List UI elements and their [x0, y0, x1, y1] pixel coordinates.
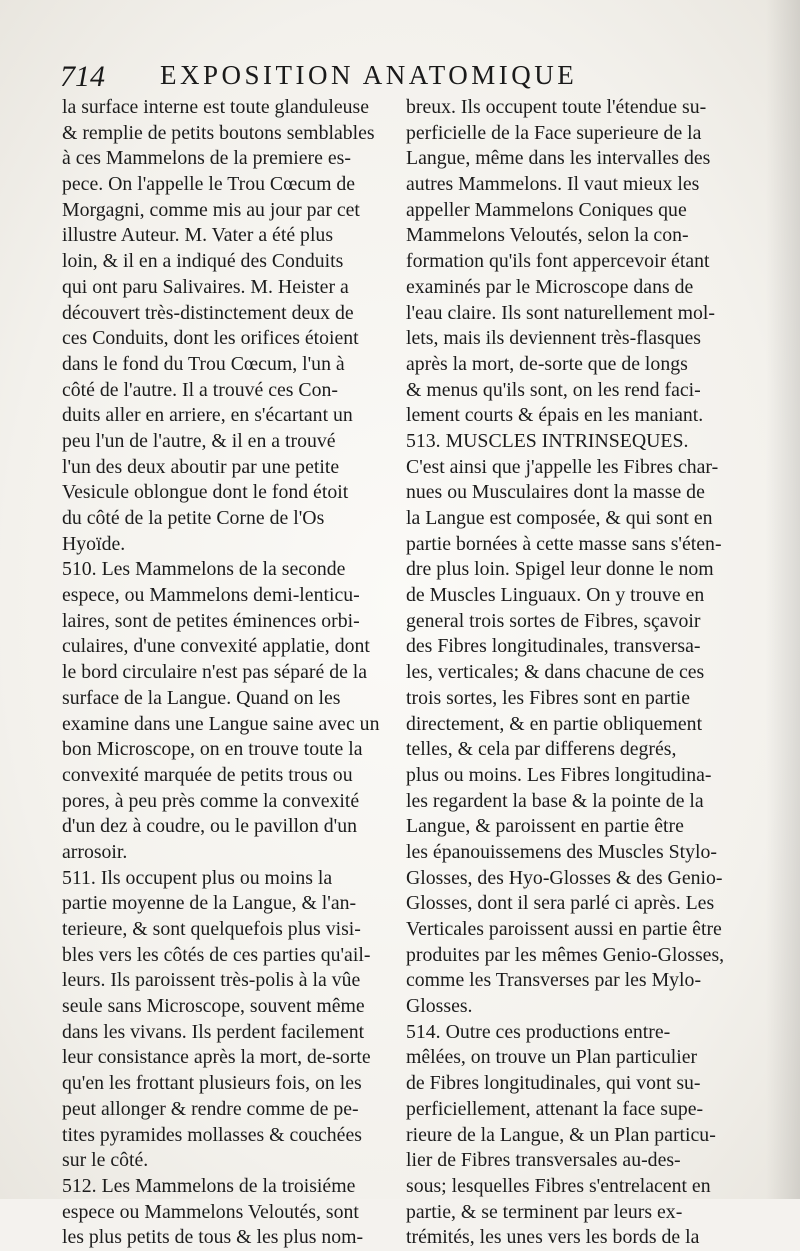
page-edge-shadow	[766, 0, 800, 1199]
text-line: trémités, les unes vers les bords de la	[406, 1226, 700, 1249]
text-line: Langue, même dans les intervalles des	[406, 147, 711, 170]
text-line: surface de la Langue. Quand on les	[62, 686, 341, 709]
text-line: après la mort, de-sorte que de longs	[406, 352, 688, 375]
text-line: appeller Mammelons Coniques que	[406, 198, 687, 221]
text-line: directement, & en partie obliquement	[406, 712, 703, 735]
text-line: Hyoïde.	[62, 532, 126, 555]
text-line: Mammelons Veloutés, selon la con-	[406, 224, 689, 247]
text-line: general trois sortes de Fibres, sçavoir	[406, 609, 701, 632]
text-line: peu l'un de l'autre, & il en a trouvé	[62, 429, 336, 452]
text-line: lement courts & épais en les maniant.	[406, 404, 704, 427]
text-line: les, verticales; & dans chacune de ces	[406, 661, 705, 684]
text-line: du côté de la petite Corne de l'Os	[62, 507, 325, 529]
text-line: ces Conduits, dont les orifices étoient	[62, 327, 359, 350]
text-line: les plus petits de tous & les plus nom-	[62, 1226, 364, 1249]
text-line: à ces Mammelons de la premiere es-	[62, 147, 351, 170]
text-line: la Langue est composée, & qui sont en	[406, 507, 713, 529]
text-line: peut allonger & rendre comme de pe-	[62, 1097, 359, 1120]
text-line: mêlées, on trouve un Plan particulier	[406, 1046, 698, 1069]
text-line: Langue, & paroissent en partie être	[406, 815, 684, 838]
text-line: loin, & il en a indiqué des Conduits	[62, 250, 344, 273]
text-line: pores, à peu près comme la convexité	[62, 789, 360, 812]
text-line: breux. Ils occupent toute l'étendue su-	[406, 96, 707, 118]
text-line: nues ou Musculaires dont la masse de	[406, 481, 705, 504]
page-number: 714	[60, 60, 105, 93]
text-line: plus ou moins. Les Fibres longitudina-	[406, 763, 712, 786]
text-line: les regardent la base & la pointe de la	[406, 789, 704, 812]
text-line: Morgagni, comme mis au jour par cet	[62, 198, 360, 221]
text-line: terieure, & sont quelquefois plus visi-	[62, 918, 361, 940]
text-line: Vesicule oblongue dont le fond étoit	[62, 481, 349, 504]
text-line: des Fibres longitudinales, transversa-	[406, 635, 701, 658]
left-text-column	[62, 95, 392, 1251]
text-line: pece. On l'appelle le Trou Cœcum de	[62, 173, 356, 196]
text-line: telles, & cela par differens degrés,	[406, 738, 677, 761]
text-line: la surface interne est toute glanduleuse	[62, 96, 370, 118]
text-line: dans les vivans. Ils perdent facilement	[62, 1020, 365, 1043]
text-line: tites pyramides mollasses & couchées	[62, 1123, 362, 1146]
text-line: leur consistance après la mort, de-sorte	[62, 1046, 371, 1069]
text-line: 512. Les Mammelons de la troisiéme	[62, 1174, 356, 1197]
text-line: sur le côté.	[62, 1149, 149, 1172]
text-line: 510. Les Mammelons de la seconde	[62, 558, 346, 581]
text-line: culaires, d'une convexité applatie, dont	[62, 635, 370, 658]
text-line: trois sortes, les Fibres sont en partie	[406, 686, 691, 709]
text-line: Glosses, des Hyo-Glosses & des Genio-	[406, 866, 723, 889]
text-line: produites par les mêmes Genio-Glosses,	[406, 943, 725, 966]
text-line: bles vers les côtés de ces parties qu'ail-	[62, 943, 371, 966]
text-line: l'eau claire. Ils sont naturellement mol-	[406, 301, 715, 324]
text-line: rieure de la Langue, & un Plan particu-	[406, 1123, 716, 1146]
text-line: examinés par le Microscope dans de	[406, 275, 694, 298]
text-line: lets, mais ils deviennent très-flasques	[406, 327, 701, 350]
text-line: bon Microscope, on en trouve toute la	[62, 738, 363, 761]
text-line: découvert très-distinctement deux de	[62, 301, 354, 324]
text-line: sous; lesquelles Fibres s'entrelacent en	[406, 1174, 711, 1197]
text-line: seule sans Microscope, souvent même	[62, 995, 365, 1018]
text-line: convexité marquée de petits trous ou	[62, 763, 353, 786]
text-line: & remplie de petits boutons semblables	[62, 121, 375, 144]
text-line: qu'en les frottant plusieurs fois, on les	[62, 1072, 362, 1095]
page-header	[60, 60, 740, 100]
text-line: l'un des deux aboutir par une petite	[62, 455, 340, 478]
text-line: perficiellement, attenant la face supe-	[406, 1097, 704, 1120]
text-line: Glosses.	[406, 995, 473, 1018]
text-line: qui ont paru Salivaires. M. Heister a	[62, 275, 349, 298]
text-line: lier de Fibres transversales au-des-	[406, 1149, 681, 1172]
text-line: perficielle de la Face superieure de la	[406, 121, 702, 144]
text-line: & menus qu'ils sont, on les rend faci-	[406, 378, 701, 401]
text-line: duits aller en arriere, en s'écartant un	[62, 404, 353, 427]
running-head: EXPOSITION ANATOMIQUE	[160, 60, 578, 90]
text-line: côté de l'autre. Il a trouvé ces Con-	[62, 378, 338, 401]
text-line: espece ou Mammelons Veloutés, sont	[62, 1200, 359, 1223]
text-line: partie moyenne de la Langue, & l'an-	[62, 892, 357, 915]
text-line: laires, sont de petites éminences orbi-	[62, 609, 360, 632]
text-line: 511. Ils occupent plus ou moins la	[62, 866, 333, 889]
right-text-column	[406, 95, 736, 1251]
text-line: partie bornées à cette masse sans s'éten-	[406, 532, 722, 555]
text-line: comme les Transverses par les Mylo-	[406, 969, 702, 992]
text-line: d'un dez à coudre, ou le pavillon d'un	[62, 815, 357, 838]
text-line: les épanouissemens des Muscles Stylo-	[406, 840, 717, 863]
text-line: de Fibres longitudinales, qui vont su-	[406, 1072, 701, 1095]
text-line: arrosoir.	[62, 840, 128, 863]
text-line: dre plus loin. Spigel leur donne le nom	[406, 558, 714, 581]
text-line: C'est ainsi que j'appelle les Fibres char-	[406, 455, 719, 478]
text-line: 514. Outre ces productions entre-	[406, 1020, 671, 1043]
text-line: dans le fond du Trou Cœcum, l'un à	[62, 352, 345, 375]
text-line: autres Mammelons. Il vaut mieux les	[406, 173, 700, 196]
text-line: Verticales paroissent aussi en partie être	[406, 918, 722, 940]
text-line: examine dans une Langue saine avec un	[62, 712, 380, 735]
text-line: de Muscles Linguaux. On y trouve en	[406, 584, 705, 607]
text-line: le bord circulaire n'est pas séparé de la	[62, 661, 368, 684]
text-line: Glosses, dont il sera parlé ci après. Les	[406, 892, 715, 915]
text-line: illustre Auteur. M. Vater a été plus	[62, 224, 334, 247]
text-line: formation qu'ils font appercevoir étant	[406, 250, 710, 273]
text-line: partie, & se terminent par leurs ex-	[406, 1200, 683, 1223]
text-line: espece, ou Mammelons demi-lenticu-	[62, 584, 360, 607]
text-line: leurs. Ils paroissent très-polis à la vûe	[62, 969, 361, 992]
text-line: 513. MUSCLES INTRINSEQUES.	[406, 429, 689, 452]
